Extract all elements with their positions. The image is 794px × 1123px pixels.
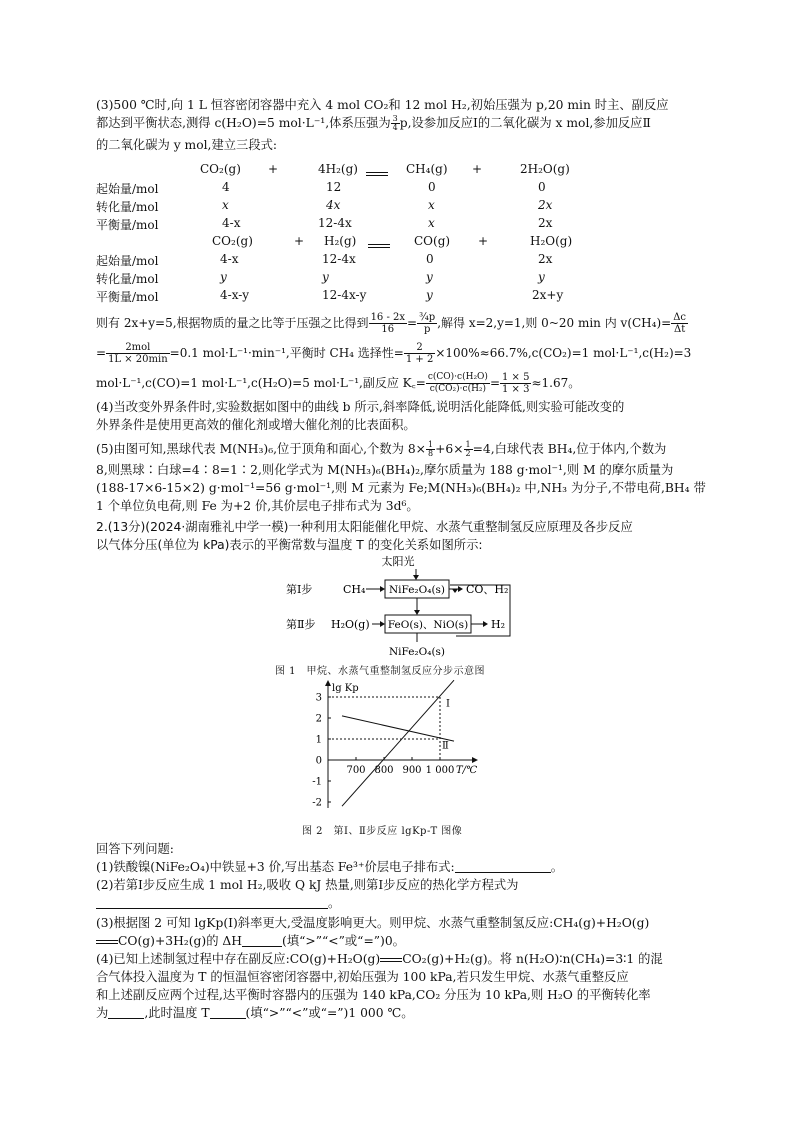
sec5-line4: 1 个单位负电荷,则 Fe 为+2 价,其价层电子排布式为 3d⁶。 xyxy=(96,499,419,513)
t2-h0: CO₂(g) xyxy=(212,234,253,248)
sec4-line2: 外界条件是使用更高效的催化剂或增大催化剂的比表面积。 xyxy=(96,418,416,432)
t1-h4: + xyxy=(472,162,483,176)
t2-r1-label: 转化量/mol xyxy=(96,272,159,286)
t2-h2: H₂(g) xyxy=(324,234,357,248)
q4-eq-arrow xyxy=(380,956,402,964)
t2-r1-c0: y xyxy=(220,270,227,284)
y-tick-label: -2 xyxy=(312,797,322,809)
y-tick-label: 1 xyxy=(315,734,322,746)
t2-r2-c1: 12-4x-y xyxy=(322,288,367,302)
fig1-arrowhead-ch4 xyxy=(380,586,385,592)
fig1-ch4-label: CH₄ xyxy=(343,583,366,596)
series-line-1 xyxy=(342,680,454,806)
t1-h2: 4H₂(g) xyxy=(318,162,358,176)
figure-2-chart xyxy=(300,676,480,814)
eq-arrow-2 xyxy=(368,238,390,252)
t2-r0-c0: 4-x xyxy=(220,252,239,266)
t2-r0-c2: 0 xyxy=(426,252,434,266)
x-tick-label: 800 xyxy=(374,765,394,776)
t2-h5: H₂O(g) xyxy=(530,234,573,248)
q4-answer-blank-2[interactable] xyxy=(210,1006,246,1019)
frac-1-2: $\frac{1}{2}$ xyxy=(465,440,471,458)
three-step-table-1 xyxy=(96,160,656,232)
t1-r1-c0: x xyxy=(222,198,229,212)
frac-5-3: $\frac{1 \times 5}{1 \times 3}$ xyxy=(502,372,530,395)
t1-r0-c3: 0 xyxy=(538,180,546,194)
y-tick-label: 2 xyxy=(315,713,322,725)
q1-line xyxy=(96,858,563,876)
q2-text-line: (2)若第Ⅰ步反应生成 1 mol H₂,吸收 Q kJ 热量,则第Ⅰ步反应的热化学方程式为 xyxy=(96,878,519,892)
q2-l1: 2.(13分)(2024·湖南雅礼中学一模)一种利用太阳能催化甲烷、水蒸气重整制氢反应原理及各步反应 xyxy=(96,520,633,534)
frac-1-8: $\frac{1}{8}$ xyxy=(427,440,434,458)
fig1-out1-label: CO、H₂ xyxy=(466,583,509,596)
t2-r2-c2: y xyxy=(426,288,433,302)
fig1-sun-label: 太阳光 xyxy=(381,555,415,568)
t2-h1: + xyxy=(294,234,305,248)
fig1-caption: 图 1 甲烷、水蒸气重整制氢反应分步示意图 xyxy=(275,666,486,677)
fig1-arrowhead-out2 xyxy=(483,621,488,627)
t2-r2-c0: 4-x-y xyxy=(220,288,250,302)
fig2-caption: 图 2 第Ⅰ、Ⅱ步反应 lgKp-T 图像 xyxy=(302,826,463,837)
calc-l3c: ≈1.67。 xyxy=(531,376,581,390)
q4-line3: 和上述副反应两个过程,达平衡时容器内的压强为 140 kPa,CO₂ 分压为 10 kPa,则 H₂O 的平衡转化率 xyxy=(96,988,651,1002)
sec5-line2: 8,则黑球∶白球=4∶8=1∶2,则化学式为 M(NH₃)₆(BH₄)₂,摩尔质量为 188 g·mol⁻¹,则 M 的摩尔质量为 xyxy=(96,463,674,477)
q4-text-a: (4)已知上述制氢过程中存在副反应:CO(g)+H₂O(g) xyxy=(96,952,381,966)
t2-r1-c1: y xyxy=(322,270,329,284)
x-axis-arrow xyxy=(472,757,478,763)
q2-line1 xyxy=(96,518,633,536)
sec3-line3: 的二氧化碳为 y mol,建立三段式: xyxy=(96,138,278,152)
sec3-line2 xyxy=(96,114,651,132)
fig1-step2-label: 第Ⅱ步 xyxy=(286,618,316,631)
calc-l1b: ,解得 x=2,y=1,则 0~20 min 内 v(CH₄)= xyxy=(437,316,672,330)
sec5-line1 xyxy=(96,440,666,458)
frac-3p4-p: $\frac{\text{¾p}}{p}$ xyxy=(419,312,436,335)
x-axis-label: T/℃ xyxy=(456,765,478,776)
q3-eq-arrow xyxy=(96,938,118,946)
x-tick-label: 700 xyxy=(346,765,366,776)
sec5-l1a: (5)由图可知,黑球代表 M(NH₃)₆,位于顶角和面心,个数为 8× xyxy=(96,442,426,456)
q2-end: 。 xyxy=(328,896,341,910)
frac-2-3: $\frac{2}{1 + 2}$ xyxy=(405,342,434,365)
fig1-box1-label: NiFe₂O₄(s) xyxy=(388,584,446,596)
fig1-arrowhead-down xyxy=(414,610,420,615)
sec5-line3: (188-17×6-15×2) g·mol⁻¹=56 g·mol⁻¹,则 M 元素为 Fe;M(NH₃)₆(BH₄)₂ 中,NH₃ 为分子,不带电荷,BH₄ 带 xyxy=(96,481,706,495)
q3-line1: (3)根据图 2 可知 lgKp(Ⅰ)斜率更大,受温度影响更大。则甲烷、水蒸气重整制氢反应:CH₄(g)+H₂O(g) xyxy=(96,916,650,930)
fig1-arrowhead-h2o xyxy=(380,621,385,627)
sec3-line2b: p,设参加反应Ⅰ的二氧化碳为 x mol,参加反应Ⅱ xyxy=(399,116,651,130)
t1-r1-c3: 2x xyxy=(538,198,553,212)
t1-r2-c1: 12-4x xyxy=(318,216,352,230)
t2-r0-label: 起始量/mol xyxy=(96,254,159,268)
fig1-h2o-label: H₂O(g) xyxy=(331,618,370,631)
q4-text-b: CO₂(g)+H₂(g)。将 n(H₂O)∶n(CH₄)=3∶1 的混 xyxy=(402,952,663,966)
frac-2mol: $\frac{\text{2mol}}{1L \times 20\min}$ xyxy=(108,342,168,365)
x-tick-label: 900 xyxy=(402,765,422,776)
series-label-1: Ⅰ xyxy=(446,698,450,710)
frac-16-2x: $\frac{16 - 2x}{16}$ xyxy=(370,312,406,335)
y-tick-label: 3 xyxy=(315,692,322,704)
t2-h3: CO(g) xyxy=(414,234,451,248)
t1-r2-label: 平衡量/mol xyxy=(96,218,159,232)
t1-r2-c2: x xyxy=(428,216,435,230)
t2-r0-c1: 12-4x xyxy=(322,252,356,266)
t1-r1-c1: 4x xyxy=(326,198,341,212)
sec4-line1: (4)当改变外界条件时,实验数据如图中的曲线 b 所示,斜率降低,说明活化能降低,则实验可能改变的 xyxy=(96,400,625,414)
three-step-table-2 xyxy=(96,232,656,304)
t1-r0-label: 起始量/mol xyxy=(96,182,159,196)
t2-h4: + xyxy=(478,234,489,248)
q3-line2 xyxy=(96,932,405,950)
x-tick-label: 1 000 xyxy=(425,765,455,776)
sec3-line1: (3)500 ℃时,向 1 L 恒容密闭容器中充入 4 mol CO₂和 12 mol H₂,初始压强为 p,20 min 时主、副反应 xyxy=(96,98,669,112)
calc-l2b: =0.1 mol·L⁻¹·min⁻¹,平衡时 CH₄ 选择性= xyxy=(169,346,404,360)
frac-3-4: $\frac{3}{4}$ xyxy=(392,114,398,132)
figure-1-diagram xyxy=(270,552,530,660)
fig1-step1-label: 第Ⅰ步 xyxy=(286,583,313,596)
fig1-bottom-label: NiFe₂O₄(s) xyxy=(388,646,446,658)
t2-r2-label: 平衡量/mol xyxy=(96,290,159,304)
t2-r1-c2: y xyxy=(426,270,433,284)
t1-r2-c3: 2x xyxy=(538,216,553,230)
y-axis-arrow xyxy=(325,680,331,686)
sec3-line2a: 都达到平衡状态,测得 c(H₂O)=5 mol·L⁻¹,体系压强为 xyxy=(96,116,391,130)
q4-line4 xyxy=(96,1004,414,1022)
fig1-arrowhead-out1 xyxy=(458,586,463,592)
t1-h5: 2H₂O(g) xyxy=(520,162,570,176)
calc-line2 xyxy=(96,342,691,365)
series-line-2 xyxy=(342,716,454,741)
eq-arrow-1 xyxy=(366,166,388,180)
calc-l3b: = xyxy=(489,376,501,390)
t1-r1-label: 转化量/mol xyxy=(96,200,159,214)
fig1-box2-label: FeO(s)、NiO(s) xyxy=(387,619,469,631)
series-label-2: Ⅱ xyxy=(442,740,449,752)
frac-kc: $\frac{\text{c(CO)·c(H₂O)}}{\text{c(CO₂)·c(H₂)}}$ xyxy=(427,372,488,394)
fig1-sun-arrowhead xyxy=(413,575,419,580)
q3-answer-blank[interactable] xyxy=(242,934,282,947)
t2-r0-c3: 2x xyxy=(538,252,553,266)
fig1-loop-head xyxy=(452,589,458,593)
q1-answer-blank[interactable] xyxy=(455,860,551,873)
sec5-l1b: +6× xyxy=(435,442,464,456)
calc-l1a: 则有 2x+y=5,根据物质的量之比等于压强之比得到 xyxy=(96,316,369,330)
q4-line2: 合气体投入温度为 T 的恒温恒容密闭容器中,初始压强为 100 kPa,若只发生甲烷、水蒸气重整反应 xyxy=(96,970,629,984)
t1-h1: + xyxy=(268,162,279,176)
sec5-l1c: =4,白球代表 BH₄,位于体内,个数为 xyxy=(472,442,667,456)
y-tick-label: -1 xyxy=(312,776,322,788)
q4-text-e: 为 xyxy=(96,1006,109,1020)
q3-text: CO(g)+3H₂(g)的 ΔH xyxy=(118,934,243,948)
t2-r2-c3: 2x+y xyxy=(532,288,564,302)
q2-line2: 以气体分压(单位为 kPa)表示的平衡常数与温度 T 的变化关系如图所示: xyxy=(96,538,483,552)
t1-r0-c0: 4 xyxy=(222,180,230,194)
t1-r2-c0: 4-x xyxy=(222,216,241,230)
fig1-out2-label: H₂ xyxy=(491,618,506,631)
calc-l2c: ×100%≈66.7%,c(CO₂)=1 mol·L⁻¹,c(H₂)=3 xyxy=(435,346,692,360)
calc-l2-eq: = xyxy=(96,346,107,360)
y-axis-label: lg Kp xyxy=(332,683,359,694)
q4-answer-blank-1[interactable] xyxy=(108,1006,144,1019)
q1-end: 。 xyxy=(550,860,563,874)
q-intro: 回答下列问题: xyxy=(96,842,174,856)
frac-dc-dt: $\frac{\Delta c}{\Delta t}$ xyxy=(673,312,687,335)
y-tick-label: 0 xyxy=(315,755,322,767)
t1-h3: CH₄(g) xyxy=(406,162,448,176)
t1-r0-c2: 0 xyxy=(428,180,436,194)
q3-end: (填“>”“<”或“=”)0。 xyxy=(282,934,405,948)
t1-r0-c1: 12 xyxy=(326,180,342,194)
calc-line1: 则有 2x+y=5,根据物质的量之比等于压强之比得到 $\frac{16 - 2x}{16}$ = $\frac{\text{¾p}}{p}$ ,解得 x=2,y=1,则 0~20 min 内 v(CH₄)= $\frac{\Delta c}{\Delta t}$ xyxy=(96,312,687,335)
q4-text-f: ,此时温度 T xyxy=(144,1006,210,1020)
calc-l3a: mol·L⁻¹,c(CO)=1 mol·L⁻¹,c(H₂O)=5 mol·L⁻¹,副反应 K꜀= xyxy=(96,376,426,390)
calc-line3 xyxy=(96,372,580,395)
t2-r1-c3: y xyxy=(538,270,545,284)
t1-h0: CO₂(g) xyxy=(200,162,241,176)
q2-answer-blank[interactable] xyxy=(96,896,328,909)
q4-line1 xyxy=(96,950,663,968)
q4-text-g: (填“>”“<”或“=”)1 000 ℃。 xyxy=(245,1006,414,1020)
t1-r1-c2: x xyxy=(428,198,435,212)
q1-text: (1)铁酸镍(NiFe₂O₄)中铁显+3 价,写出基态 Fe³⁺价层电子排布式: xyxy=(96,860,455,874)
q2-answer-line xyxy=(96,894,340,912)
